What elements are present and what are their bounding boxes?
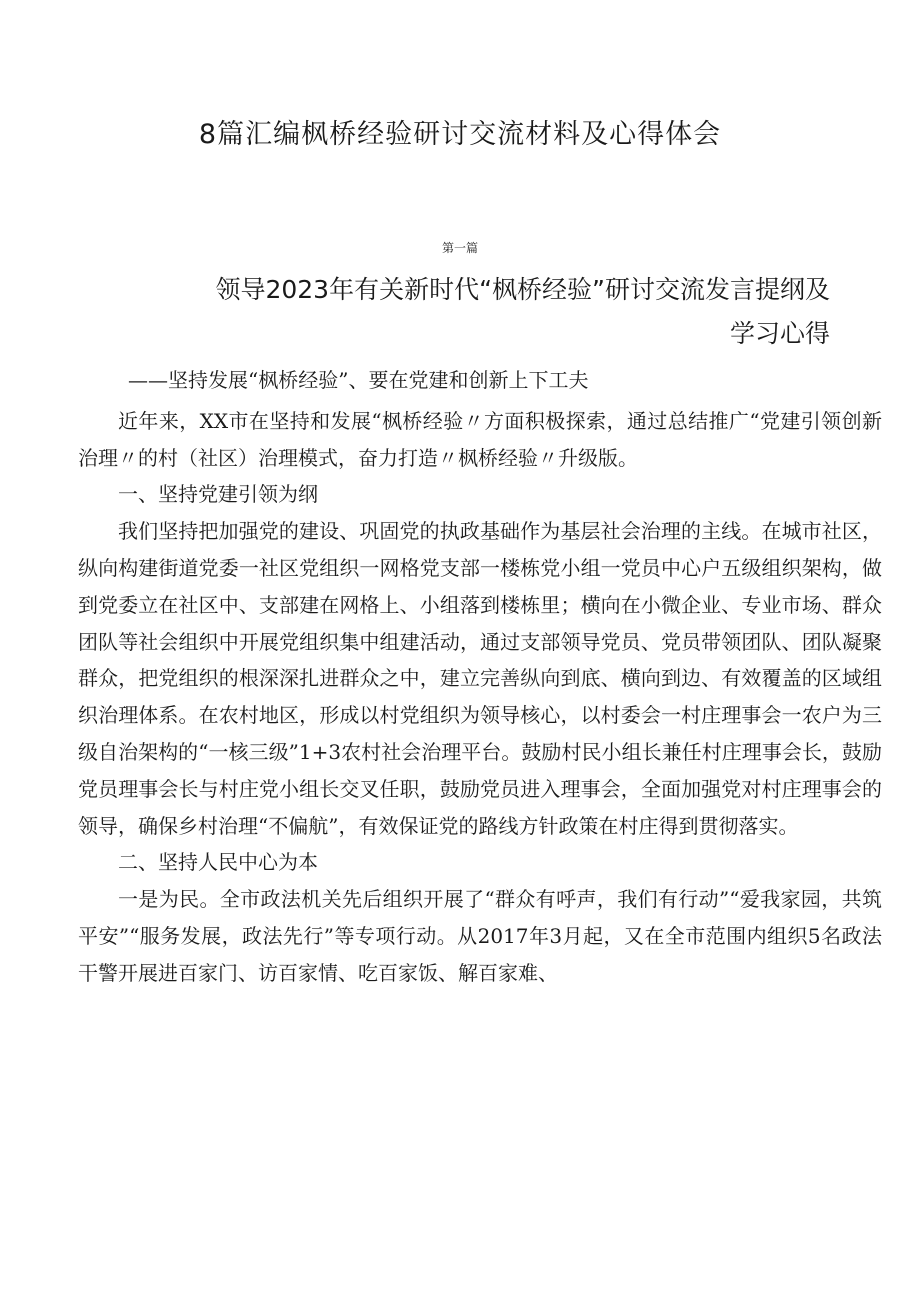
article-body bbox=[78, 362, 882, 992]
document-title: 8篇汇编枫桥经验研讨交流材料及心得体会 bbox=[198, 119, 722, 150]
article-title-line-2: 学习心得 bbox=[729, 319, 830, 348]
heading-section-one: 一、坚持党建引领为纲 bbox=[118, 482, 318, 507]
article-title bbox=[130, 268, 830, 356]
article-subheading: ——坚持发展“枫桥经验”、要在党建和创新上下工夫 bbox=[128, 368, 589, 392]
paragraph-section-one: 我们坚持把加强党的建设、巩固党的执政基础作为基层社会治理的主线。在城市社区，纵向构建街道党委一社区党组织一网格党支部一楼栋党小组一党员中心户五级组织架构，做到党委立在社区中、支部建在网格上、小组落到楼栋里；横向在小微企业、专业市场、群众团队等社会组织中开展党组织集中组建活动，通过支部领导党员、党员带领团队、团队凝聚群众，把党组织的根深深扎进群众之中，建立完善纵向到底、横向到边、有效覆盖的区域组织治理体系。在农村地区，形成以村党组织为领导核心，以村委会一村庄理事会一农户为三级自治架构的“一核三级”1+3农村社会治理平台。鼓励村民小组长兼任村庄理事会长，鼓励党员理事会长与村庄党小组长交叉任职，鼓励党员进入理事会，全面加强党对村庄理事会的领导，确保乡村治理“不偏航”，有效保证党的路线方针政策在村庄得到贯彻落实。 bbox=[78, 519, 882, 838]
heading-section-two: 二、坚持人民中心为本 bbox=[118, 850, 318, 875]
article-title-line-1: 领导2023年有关新时代“枫桥经验”研讨交流发言提纲及 bbox=[215, 275, 830, 304]
section-label: 第一篇 bbox=[441, 241, 478, 255]
paragraph-section-two: 一是为民。全市政法机关先后组织开展了“群众有呼声，我们有行动”“爱我家园，共筑平安”“服务发展，政法先行”等专项行动。从2017年3月起，又在全市范围内组织5名政法干警开展进百家门、访百家情、吃百家饭、解百家难、 bbox=[78, 887, 882, 985]
paragraph-intro: 近年来，XX市在坚持和发展“枫桥经验〃方面积极探索，通过总结推广“党建引领创新治理〃的村（社区）治理模式，奋力打造〃枫桥经验〃升级版。 bbox=[78, 408, 882, 470]
